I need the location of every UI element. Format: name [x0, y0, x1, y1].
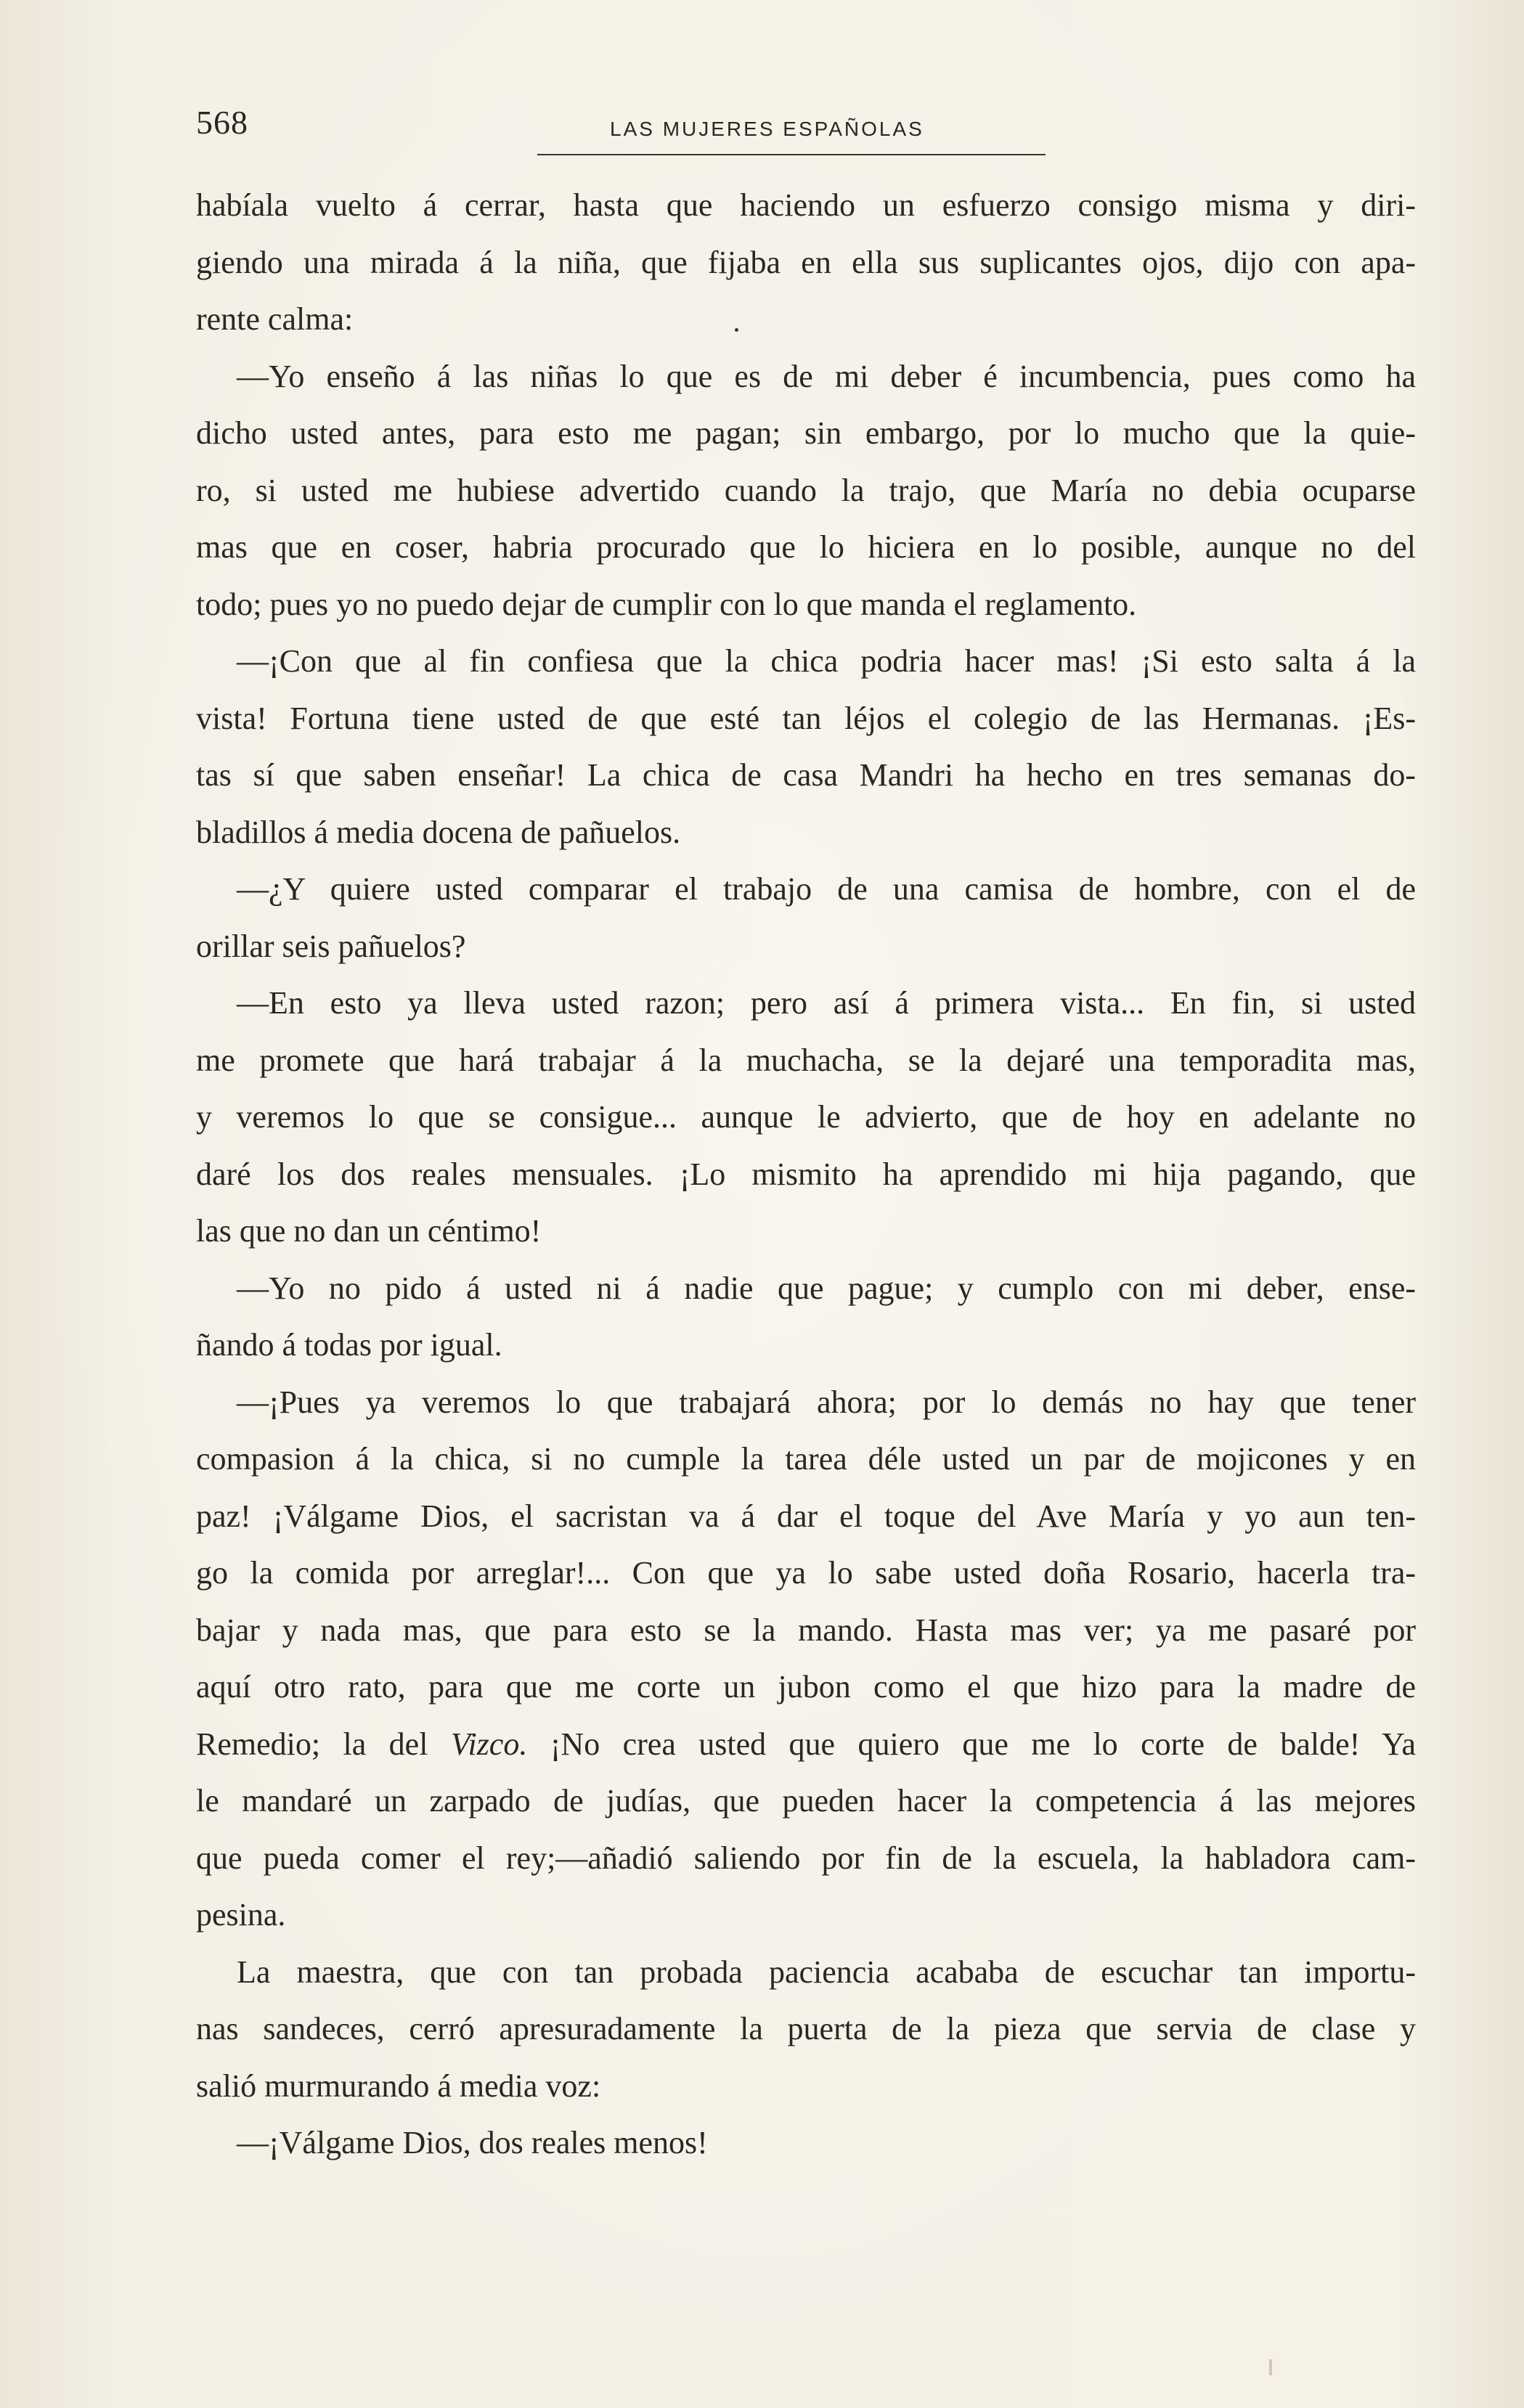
header-rule [537, 154, 1046, 155]
text-line: aquí otro rato, para que me corte un jubon como el que hizo para la madre de [196, 1669, 1416, 1705]
text-line: tas sí que saben enseñar! La chica de casa Mandri ha hecho en tres semanas do- [196, 757, 1416, 793]
text-line: me promete que hará trabajar á la muchacha, se la dejaré una temporadita mas, [196, 1042, 1416, 1078]
text-line: —En esto ya lleva usted razon; pero así á primera vista... En fin, si usted [237, 985, 1416, 1021]
page-header [196, 103, 1416, 161]
text-line: giendo una mirada á la niña, que fijaba en ella sus suplicantes ojos, dijo con apa- [196, 244, 1416, 280]
text-line: bajar y nada mas, que para esto se la mando. Hasta mas ver; ya me pasaré por [196, 1612, 1416, 1648]
text-line: paz! ¡Válgame Dios, el sacristan va á dar el toque del Ave María y yo aun ten- [196, 1498, 1416, 1534]
text-line: —¡Con que al fin confiesa que la chica podria hacer mas! ¡Si esto salta á la [237, 643, 1416, 679]
text-line: y veremos lo que se consigue... aunque le advierto, que de hoy en adelante no [196, 1099, 1416, 1135]
text-line: orillar seis pañuelos? [196, 928, 466, 964]
text-line: que pueda comer el rey;—añadió saliendo por fin de la escuela, la habladora cam- [196, 1840, 1416, 1876]
text-line: las que no dan un céntimo! [196, 1213, 542, 1249]
text-line: le mandaré un zarpado de judías, que pueden hacer la competencia á las mejores [196, 1783, 1416, 1819]
text-line: rente calma: [196, 301, 354, 337]
text-line: —Yo enseño á las niñas lo que es de mi deber é incumbencia, pues como ha [237, 358, 1416, 394]
page-number: 568 [196, 104, 248, 141]
text-line: compasion á la chica, si no cumple la tarea déle usted un par de mojicones y en [196, 1441, 1416, 1477]
text-span: Remedio; la del [196, 1726, 451, 1762]
text-line: La maestra, que con tan probada paciencia acababa de escuchar tan importu- [237, 1954, 1416, 1990]
text-line: mas que en coser, habria procurado que lo hiciera en lo posible, aunque no del [196, 529, 1416, 565]
text-line: go la comida por arreglar!... Con que ya lo sabe usted doña Rosario, hacerla tra- [196, 1555, 1416, 1591]
body-text [196, 177, 1416, 2172]
text-line: dicho usted antes, para esto me pagan; sin embargo, por lo mucho que la quie- [196, 415, 1416, 451]
text-line: —¡Pues ya veremos lo que trabajará ahora; por lo demás no hay que tener [237, 1384, 1416, 1420]
running-title: LAS MUJERES ESPAÑOLAS [610, 118, 924, 140]
text-line: salió murmurando á media voz: [196, 2068, 601, 2104]
text-line: ñando á todas por igual. [196, 1327, 502, 1363]
text-line: bladillos á media docena de pañuelos. [196, 814, 681, 850]
text-line [196, 1716, 1416, 1774]
text-span: ¡No crea usted que quiero que me lo corte de balde! Ya [527, 1726, 1416, 1762]
text-line: habíala vuelto á cerrar, hasta que haciendo un esfuerzo consigo misma y diri- [196, 187, 1416, 223]
text-line: —Yo no pido á usted ni á nadie que pague; y cumplo con mi deber, ense- [237, 1270, 1416, 1306]
text-line: —¿Y quiere usted comparar el trabajo de una camisa de hombre, con el de [237, 871, 1416, 907]
paper-mark [1269, 2359, 1272, 2375]
text-line: daré los dos reales mensuales. ¡Lo mismito ha aprendido mi hija pagando, que [196, 1156, 1416, 1192]
italic-name: Vizco. [450, 1726, 528, 1762]
text-line: pesina. [196, 1897, 286, 1932]
text-line: ro, si usted me hubiese advertido cuando la trajo, que María no debia ocuparse [196, 472, 1416, 508]
text-line: —¡Válgame Dios, dos reales menos! [237, 2125, 708, 2160]
text-line: nas sandeces, cerró apresuradamente la puerta de la pieza que servia de clase y [196, 2011, 1416, 2046]
text-line: vista! Fortuna tiene usted de que esté tan léjos el colegio de las Hermanas. ¡Es- [196, 700, 1416, 736]
text-line: todo; pues yo no puedo dejar de cumplir con lo que manda el reglamento. [196, 586, 1137, 622]
